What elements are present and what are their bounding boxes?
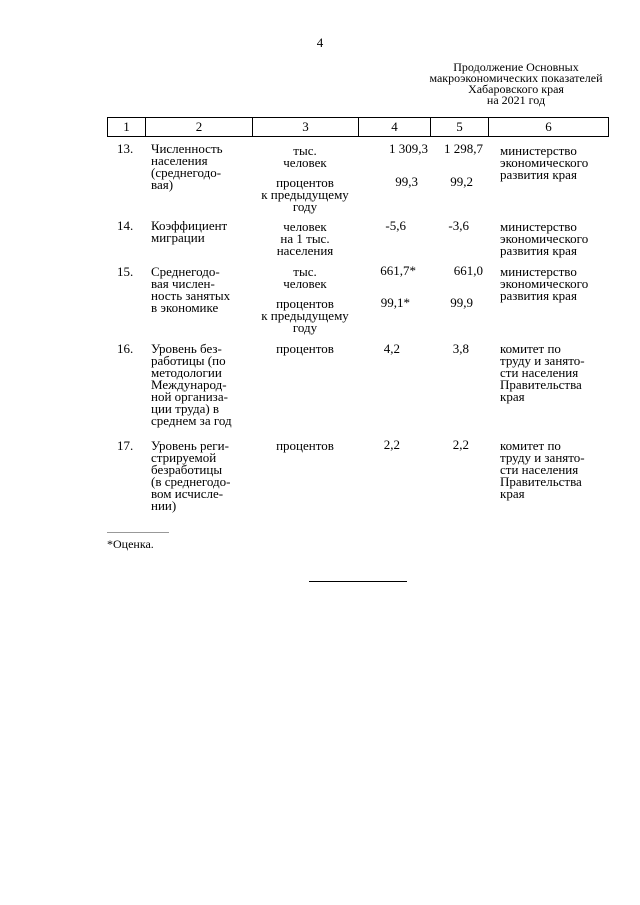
value-col5: 661,0: [453, 263, 483, 278]
unit: [253, 221, 357, 257]
text-line: экономического: [500, 276, 589, 291]
text-line: Коэффициент: [151, 218, 228, 233]
text-line: году: [292, 320, 318, 335]
value-col4: 99,1*: [380, 295, 410, 310]
footnote: *Оценка.: [107, 537, 154, 551]
text-line: среднем за год: [151, 413, 232, 428]
text-line: году: [292, 199, 318, 214]
value-col5: 99,9: [450, 295, 473, 310]
text-line: тыс.: [293, 143, 317, 158]
header-line: макроэкономических показателей: [429, 71, 603, 85]
row-number: 13.: [117, 141, 134, 156]
responsible-body: [500, 221, 615, 257]
text-line: министерство: [500, 219, 577, 234]
text-line: экономического: [500, 231, 589, 246]
responsible-body: [500, 145, 615, 181]
indicator-name: [151, 266, 251, 314]
text-line: ции труда) в: [151, 401, 220, 416]
value-col5: 99,2: [450, 174, 473, 189]
page-number: 4: [316, 35, 324, 50]
value-col5: 3,8: [452, 341, 469, 356]
responsible-body: [500, 343, 615, 403]
row-number: 15.: [117, 264, 134, 279]
text-line: стрируемой: [151, 450, 217, 465]
responsible-body: [500, 440, 615, 500]
text-line: развития края: [500, 243, 577, 258]
text-line: населения: [151, 153, 208, 168]
text-line: нии): [151, 498, 177, 513]
text-line: методологии: [151, 365, 222, 380]
unit: [253, 266, 357, 290]
text-line: вом исчисле-: [151, 486, 224, 501]
text-line: к предыдущему: [261, 187, 349, 202]
column-header-5: 5: [431, 118, 489, 136]
text-line: Правительства: [500, 474, 582, 489]
value-col4: 661,7*: [380, 263, 416, 278]
text-line: развития края: [500, 288, 577, 303]
text-line: Уровень реги-: [151, 438, 229, 453]
text-line: развития края: [500, 167, 577, 182]
indicator-name: [151, 440, 251, 512]
text-line: министерство: [500, 264, 577, 279]
text-line: ность занятых: [151, 288, 231, 303]
text-line: края: [500, 389, 525, 404]
text-line: Международ-: [151, 377, 227, 392]
indicator-name: [151, 220, 251, 244]
row-number: 14.: [117, 218, 134, 233]
text-line: человек: [283, 155, 327, 170]
unit: [253, 343, 357, 355]
responsible-body: [500, 266, 615, 302]
text-line: процентов: [276, 438, 334, 453]
column-header-3: 3: [253, 118, 359, 136]
text-line: труду и занято-: [500, 353, 585, 368]
text-line: Численность: [151, 141, 223, 156]
text-line: человек: [283, 276, 327, 291]
unit: [253, 145, 357, 169]
text-line: к предыдущему: [261, 308, 349, 323]
text-line: на 1 тыс.: [280, 231, 330, 246]
header-line: Продолжение Основных: [453, 60, 579, 74]
unit: [253, 440, 357, 452]
text-line: (в среднегодо-: [151, 474, 231, 489]
column-header-6: 6: [545, 119, 552, 134]
header-line: Хабаровского края: [468, 82, 564, 96]
header-line: на 2021 год: [486, 93, 546, 107]
text-line: Правительства: [500, 377, 582, 392]
column-header-4: 4: [359, 118, 431, 136]
text-line: процентов: [276, 341, 334, 356]
text-line: безработицы: [151, 462, 223, 477]
row-number: 16.: [117, 341, 134, 356]
value-col4: 99,3: [395, 174, 418, 189]
text-line: сти населения: [500, 365, 579, 380]
table-column-header: [107, 117, 609, 137]
footnote-divider: [107, 532, 169, 533]
text-line: человек: [283, 219, 327, 234]
column-header-2: 2: [146, 118, 253, 136]
value-col4: 2,2: [383, 437, 400, 452]
text-line: комитет по: [500, 341, 561, 356]
text-line: населения: [276, 243, 334, 258]
text-line: Уровень без-: [151, 341, 222, 356]
text-line: министерство: [500, 143, 577, 158]
row-number: 17.: [117, 438, 134, 453]
text-line: процентов: [276, 175, 334, 190]
text-line: края: [500, 486, 525, 501]
document-header: [418, 62, 614, 106]
value-col4: 4,2: [383, 341, 400, 356]
text-line: экономического: [500, 155, 589, 170]
indicator-name: [151, 343, 251, 427]
indicator-name: [151, 143, 251, 191]
value-col4: 1 309,3: [389, 141, 428, 156]
text-line: миграции: [151, 230, 205, 245]
text-line: тыс.: [293, 264, 317, 279]
value-col5: 1 298,7: [444, 141, 483, 156]
end-divider: [309, 581, 407, 582]
text-line: процентов: [276, 296, 334, 311]
text-line: комитет по: [500, 438, 561, 453]
text-line: в экономике: [151, 300, 219, 315]
unit: [253, 177, 357, 213]
unit: [253, 298, 357, 334]
text-line: ной организа-: [151, 389, 228, 404]
text-line: работицы (по: [151, 353, 226, 368]
text-line: вая): [151, 177, 174, 192]
value-col4: -5,6: [385, 218, 406, 233]
text-line: труду и занято-: [500, 450, 585, 465]
text-line: сти населения: [500, 462, 579, 477]
text-line: вая числен-: [151, 276, 215, 291]
value-col5: -3,6: [448, 218, 469, 233]
value-col5: 2,2: [452, 437, 469, 452]
column-header-1: 1: [108, 118, 146, 136]
text-line: Среднегодо-: [151, 264, 220, 279]
text-line: (среднегодо-: [151, 165, 222, 180]
